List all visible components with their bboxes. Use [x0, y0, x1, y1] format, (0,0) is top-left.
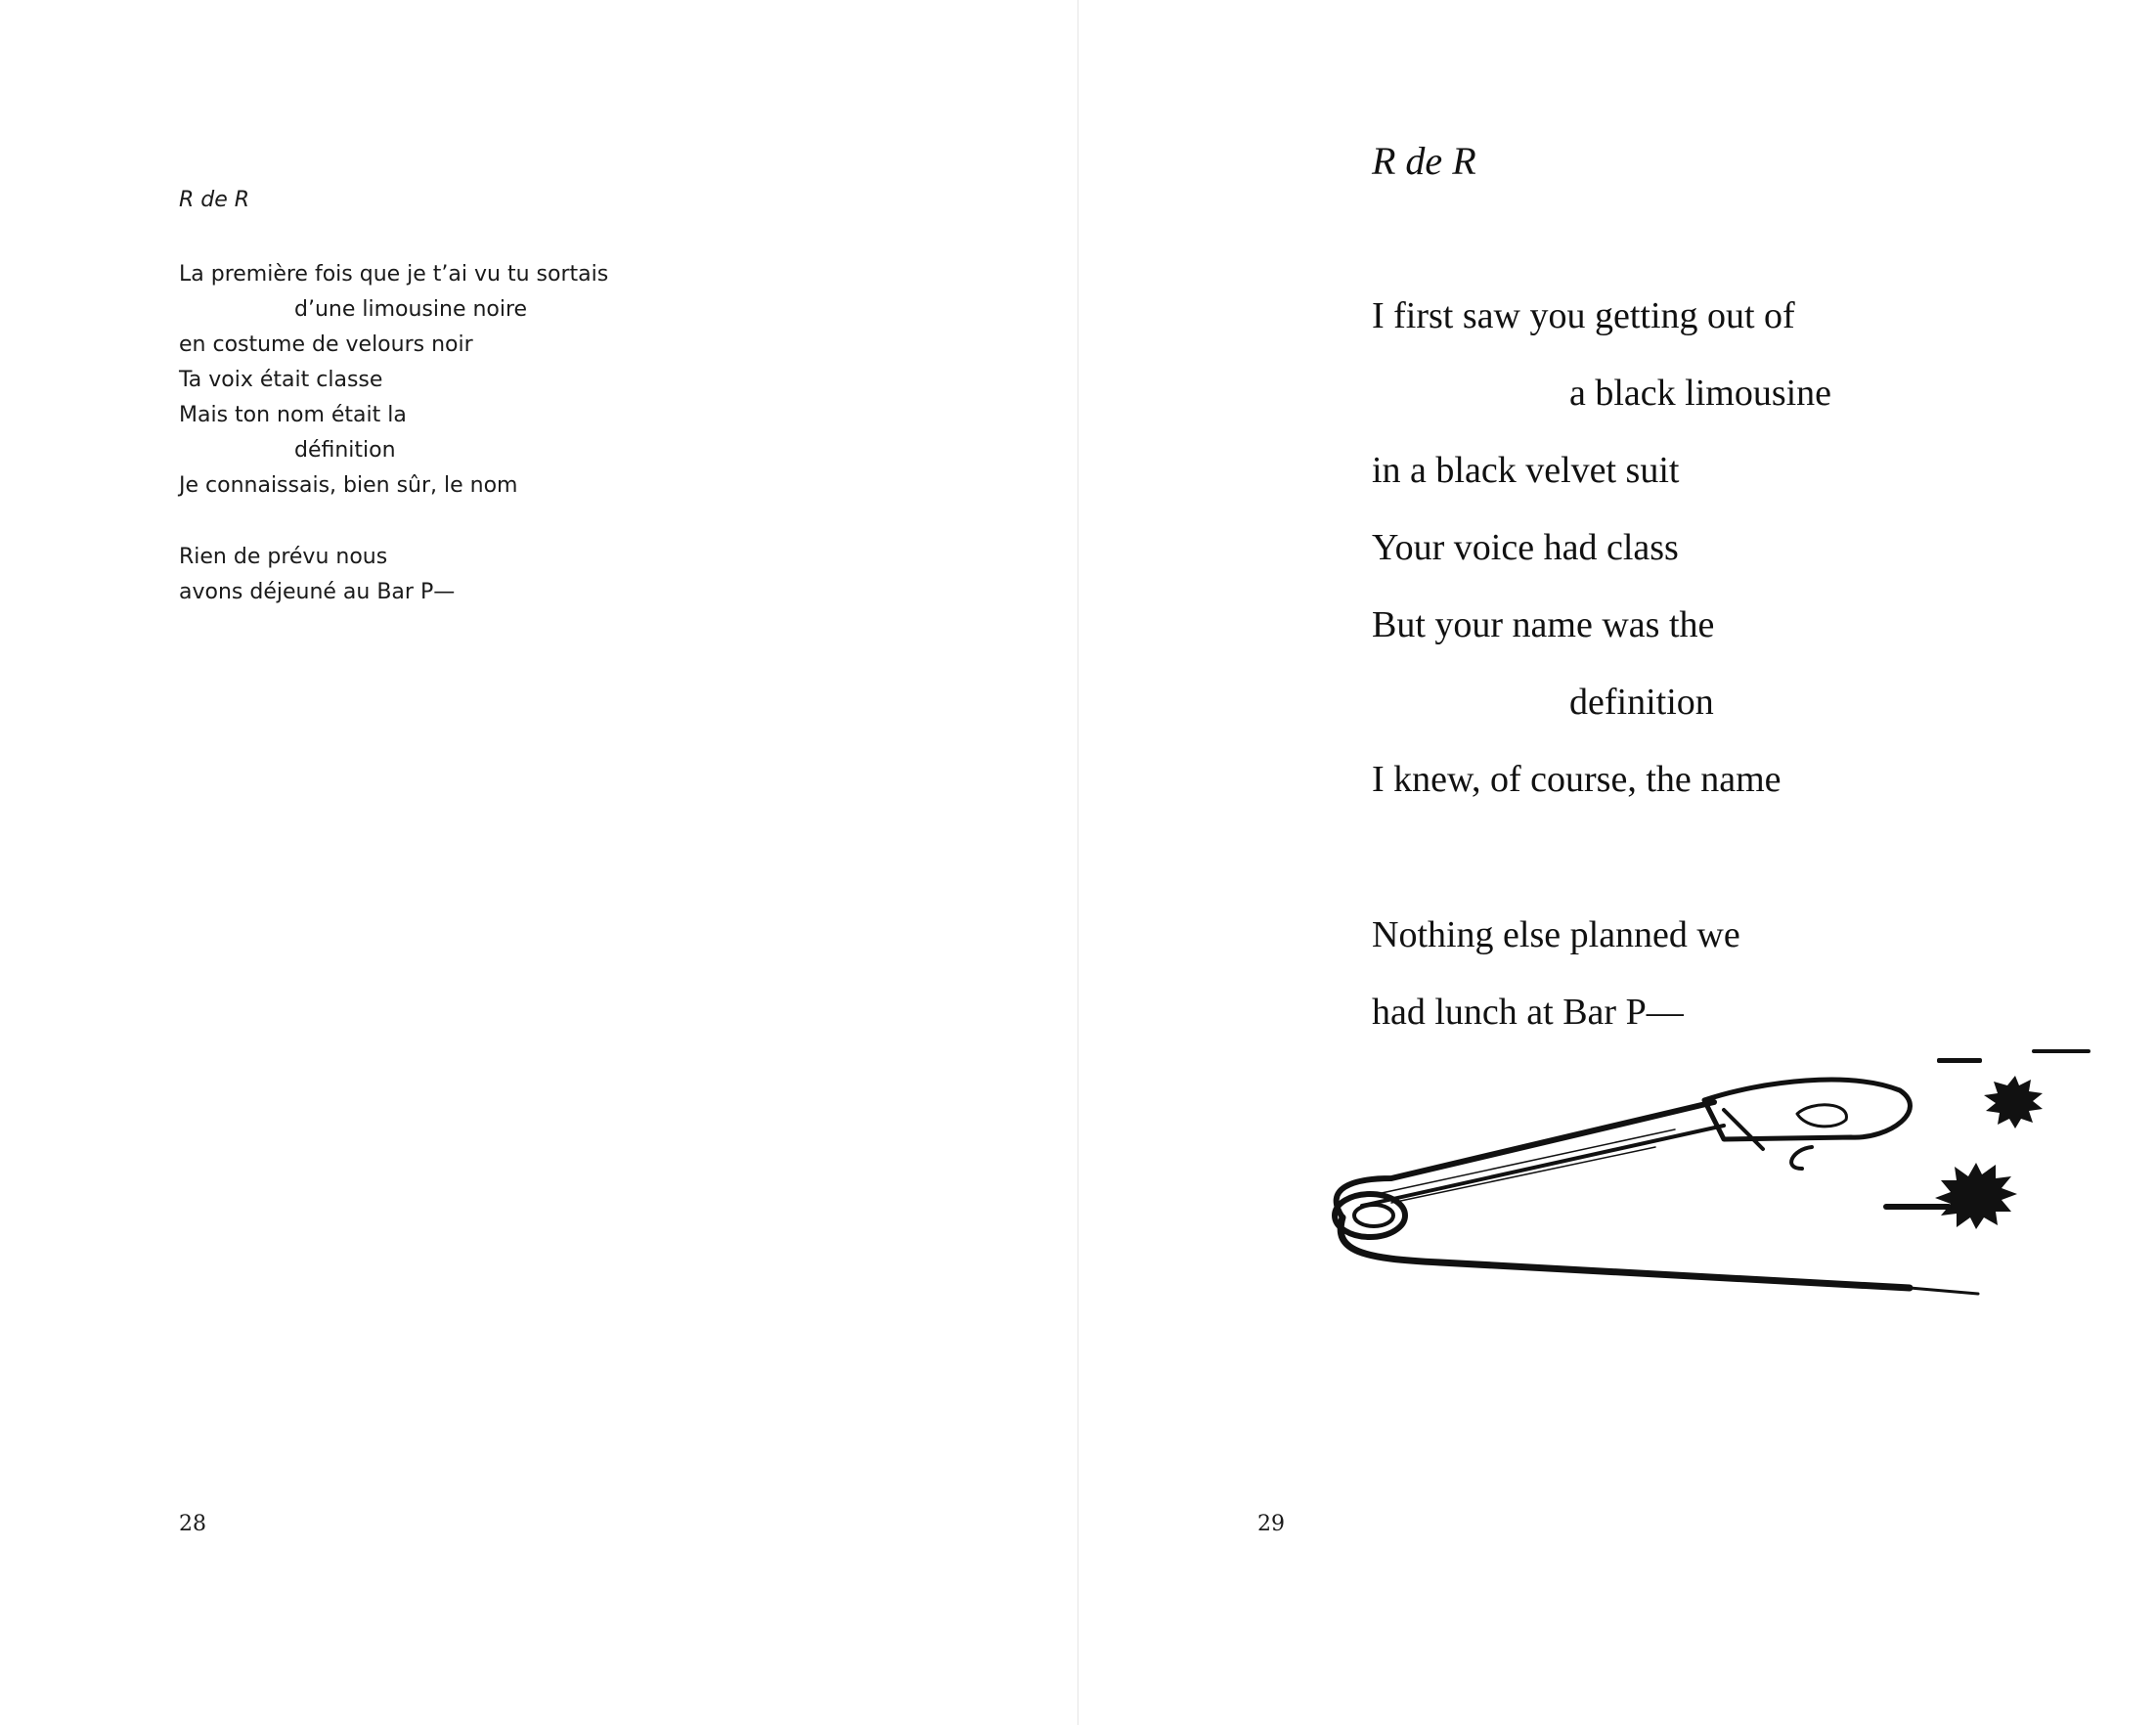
poem-line-english: Your voice had class [1372, 527, 1679, 568]
poem-line-french: d’une limousine noire [294, 297, 528, 322]
poem-line-english: in a black velvet suit [1372, 450, 1680, 491]
page-number: 28 [179, 1512, 206, 1536]
poem-title-french: R de R [179, 188, 250, 212]
poem-line-english: Nothing else planned we [1372, 914, 1740, 955]
poem-line-french: en costume de velours noir [179, 332, 473, 357]
poem-line-english: But your name was the [1372, 604, 1715, 645]
poem-line-french: définition [294, 438, 396, 463]
poem-line-french: Je connaissais, bien sûr, le nom [179, 473, 518, 498]
poem-line-french: La première fois que je t’ai vu tu sortais [179, 262, 609, 287]
page-number: 29 [1257, 1512, 1285, 1536]
poem-line-english: I knew, of course, the name [1372, 759, 1782, 800]
poem-line-english: had lunch at Bar P— [1372, 992, 1684, 1033]
poem-line-french: Rien de prévu nous [179, 545, 388, 569]
safety-pin-icon [1303, 1032, 2125, 1305]
poem-line-english: definition [1569, 682, 1714, 723]
poem-line-french: Mais ton nom était la [179, 403, 407, 427]
poem-line-french: avons déjeuné au Bar P— [179, 580, 456, 604]
poem-line-english: I first saw you getting out of [1372, 295, 1795, 336]
poem-line-english: a black limousine [1569, 373, 1832, 414]
poem-line-french: Ta voix était classe [179, 368, 383, 392]
poem-title-english: R de R [1372, 139, 1476, 183]
right-page [1078, 0, 2156, 1725]
